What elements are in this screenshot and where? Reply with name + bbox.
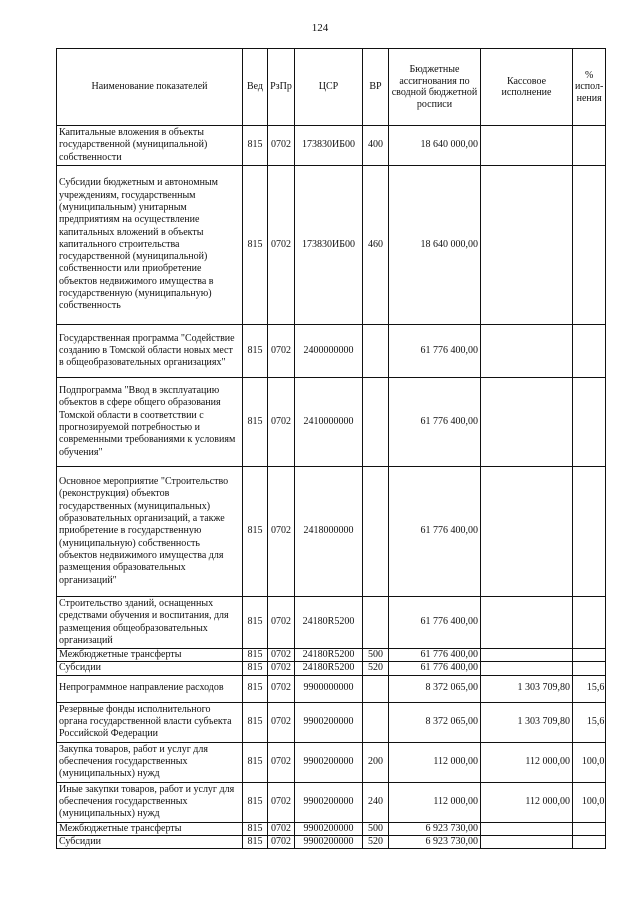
row-ved: 815 (243, 835, 268, 848)
row-rzpr: 0702 (268, 649, 295, 662)
row-vr (363, 597, 389, 649)
row-cash (481, 822, 573, 835)
row-csr: 24180R5200 (295, 597, 363, 649)
row-vr: 200 (363, 742, 389, 782)
table-row (57, 675, 606, 702)
row-vr (363, 675, 389, 702)
row-cash (481, 467, 573, 597)
row-csr: 2410000000 (295, 378, 363, 467)
row-assignments: 6 923 730,00 (389, 835, 481, 848)
table-row (57, 126, 606, 166)
row-ved: 815 (243, 378, 268, 467)
row-ved: 815 (243, 822, 268, 835)
row-percent (573, 662, 606, 675)
row-percent (573, 597, 606, 649)
row-percent (573, 467, 606, 597)
table-row (57, 742, 606, 782)
row-name: Субсидии (57, 835, 243, 848)
table-row (57, 782, 606, 822)
row-csr: 24180R5200 (295, 649, 363, 662)
row-rzpr: 0702 (268, 835, 295, 848)
row-vr: 240 (363, 782, 389, 822)
row-csr: 9900200000 (295, 835, 363, 848)
row-name: Строительство зданий, оснащенных средствами обучения и воспитания, для размещения общеобразовательных организаций (57, 597, 243, 649)
row-csr: 9900200000 (295, 742, 363, 782)
col-header-cash: Кассовое исполнение (481, 49, 573, 126)
row-csr: 9900200000 (295, 782, 363, 822)
row-assignments: 61 776 400,00 (389, 325, 481, 378)
row-cash (481, 597, 573, 649)
table-row (57, 597, 606, 649)
row-csr: 173830ИБ00 (295, 126, 363, 166)
row-rzpr: 0702 (268, 325, 295, 378)
table-row (57, 378, 606, 467)
row-percent (573, 835, 606, 848)
row-assignments: 61 776 400,00 (389, 662, 481, 675)
row-cash (481, 835, 573, 848)
row-ved: 815 (243, 325, 268, 378)
row-percent (573, 378, 606, 467)
row-name: Подпрограмма "Ввод в эксплуатацию объектов в сфере общего образования Томской области в соответствии с прогнозируемой потребностью и современными требованиями к условиям обучения" (57, 378, 243, 467)
row-cash: 1 303 709,80 (481, 675, 573, 702)
row-csr: 2418000000 (295, 467, 363, 597)
row-name: Иные закупки товаров, работ и услуг для обеспечения государственных (муниципальных) нужд (57, 782, 243, 822)
row-name: Непрограммное направление расходов (57, 675, 243, 702)
row-rzpr: 0702 (268, 166, 295, 325)
page-number: 124 (311, 22, 329, 34)
row-assignments: 8 372 065,00 (389, 675, 481, 702)
row-percent (573, 166, 606, 325)
table-row (57, 467, 606, 597)
row-ved: 815 (243, 662, 268, 675)
table-row (57, 325, 606, 378)
row-assignments: 61 776 400,00 (389, 649, 481, 662)
table-header-row (57, 49, 606, 126)
row-csr: 173830ИБ00 (295, 166, 363, 325)
col-header-csr: ЦСР (295, 49, 363, 126)
row-name: Межбюджетные трансферты (57, 649, 243, 662)
row-ved: 815 (243, 166, 268, 325)
row-name: Государственная программа "Содействие созданию в Томской области новых мест в общеобразовательных организациях" (57, 325, 243, 378)
col-header-percent: % испол-нения (573, 49, 606, 126)
row-csr: 2400000000 (295, 325, 363, 378)
row-name: Резервные фонды исполнительного органа государственной власти субъекта Российской Федерации (57, 702, 243, 742)
row-percent (573, 822, 606, 835)
row-vr: 520 (363, 662, 389, 675)
row-assignments: 6 923 730,00 (389, 822, 481, 835)
row-vr (363, 325, 389, 378)
row-percent (573, 325, 606, 378)
row-ved: 815 (243, 675, 268, 702)
row-rzpr: 0702 (268, 742, 295, 782)
row-rzpr: 0702 (268, 675, 295, 702)
row-assignments: 61 776 400,00 (389, 467, 481, 597)
row-assignments: 18 640 000,00 (389, 126, 481, 166)
row-cash (481, 662, 573, 675)
row-assignments: 8 372 065,00 (389, 702, 481, 742)
row-vr (363, 702, 389, 742)
row-percent (573, 649, 606, 662)
row-name: Субсидии бюджетным и автономным учреждениям, государственным (муниципальным) унитарным предприятиям на осуществление капитальных вложений в объекты капитального строительства государственной (муниципальной) собственности или приобретение объектов недвижимого имущества в государственную (муниципальную) собственность (57, 166, 243, 325)
row-csr: 9900000000 (295, 675, 363, 702)
row-rzpr: 0702 (268, 662, 295, 675)
table-row (57, 166, 606, 325)
table-row (57, 702, 606, 742)
row-percent: 100,0 (573, 742, 606, 782)
row-assignments: 112 000,00 (389, 782, 481, 822)
row-rzpr: 0702 (268, 126, 295, 166)
row-cash (481, 378, 573, 467)
table-row (57, 835, 606, 848)
row-percent: 15,6 (573, 702, 606, 742)
row-assignments: 61 776 400,00 (389, 597, 481, 649)
row-cash (481, 126, 573, 166)
col-header-name: Наименование показателей (57, 49, 243, 126)
col-header-ved: Вед (243, 49, 268, 126)
row-ved: 815 (243, 126, 268, 166)
row-ved: 815 (243, 649, 268, 662)
row-vr: 400 (363, 126, 389, 166)
row-percent (573, 126, 606, 166)
row-csr: 9900200000 (295, 822, 363, 835)
col-header-assignments: Бюджетные ассигнования по сводной бюджетной росписи (389, 49, 481, 126)
row-vr: 500 (363, 649, 389, 662)
col-header-rzpr: РзПр (268, 49, 295, 126)
row-vr: 460 (363, 166, 389, 325)
row-cash: 112 000,00 (481, 782, 573, 822)
row-ved: 815 (243, 782, 268, 822)
row-cash: 1 303 709,80 (481, 702, 573, 742)
row-vr: 520 (363, 835, 389, 848)
row-rzpr: 0702 (268, 467, 295, 597)
row-name: Межбюджетные трансферты (57, 822, 243, 835)
budget-table (56, 48, 606, 849)
row-ved: 815 (243, 467, 268, 597)
row-name: Субсидии (57, 662, 243, 675)
row-cash (481, 325, 573, 378)
row-rzpr: 0702 (268, 378, 295, 467)
row-assignments: 112 000,00 (389, 742, 481, 782)
row-cash (481, 649, 573, 662)
table-row (57, 649, 606, 662)
row-percent: 15,6 (573, 675, 606, 702)
col-header-vr: ВР (363, 49, 389, 126)
row-ved: 815 (243, 742, 268, 782)
row-ved: 815 (243, 597, 268, 649)
row-percent: 100,0 (573, 782, 606, 822)
table-row (57, 662, 606, 675)
row-name: Основное мероприятие "Строительство (реконструкция) объектов государственных (муниципальных) образовательных организаций, а также приобретение в государственную (муниципальную) собственность объектов недвижимого имущества для размещения образовательных организаций" (57, 467, 243, 597)
row-cash (481, 166, 573, 325)
row-name: Закупка товаров, работ и услуг для обеспечения государственных (муниципальных) нужд (57, 742, 243, 782)
table-row (57, 822, 606, 835)
row-rzpr: 0702 (268, 702, 295, 742)
row-rzpr: 0702 (268, 822, 295, 835)
row-assignments: 18 640 000,00 (389, 166, 481, 325)
row-csr: 9900200000 (295, 702, 363, 742)
row-name: Капитальные вложения в объекты государственной (муниципальной) собственности (57, 126, 243, 166)
row-assignments: 61 776 400,00 (389, 378, 481, 467)
row-cash: 112 000,00 (481, 742, 573, 782)
row-ved: 815 (243, 702, 268, 742)
row-rzpr: 0702 (268, 782, 295, 822)
row-vr (363, 467, 389, 597)
row-rzpr: 0702 (268, 597, 295, 649)
row-vr (363, 378, 389, 467)
row-csr: 24180R5200 (295, 662, 363, 675)
row-vr: 500 (363, 822, 389, 835)
